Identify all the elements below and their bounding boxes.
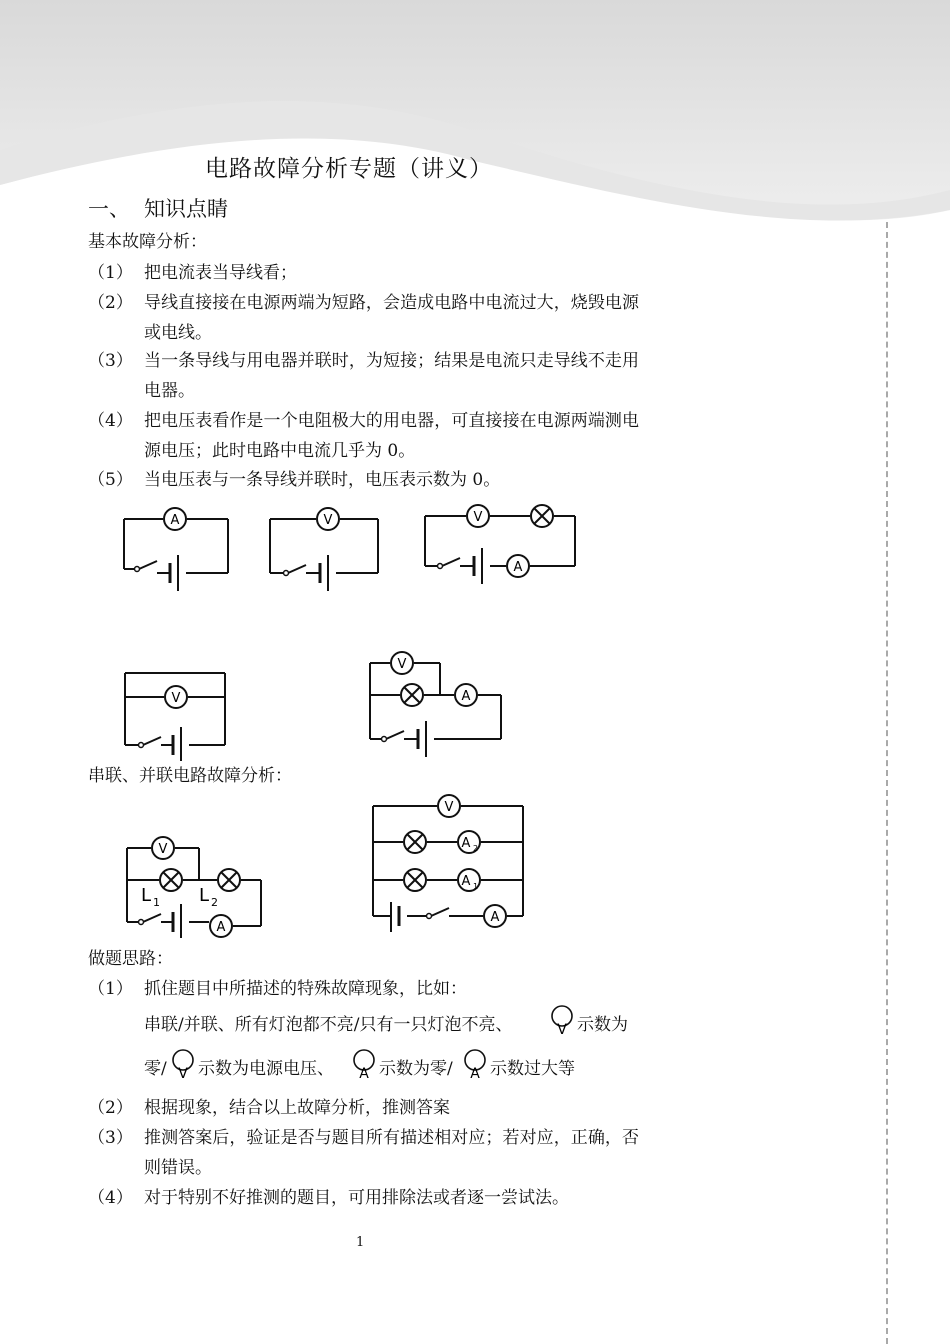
voltmeter-label: V [444, 800, 454, 815]
ammeter-label: A [490, 910, 500, 925]
method-item-text: 根据现象，结合以上故障分析，推测答案 [144, 1098, 450, 1118]
method-item-text: 示数过大等 [490, 1059, 575, 1079]
circuit-ammeter-short [120, 503, 235, 593]
lamp-icon [160, 869, 182, 891]
voltmeter-icon [549, 1004, 577, 1038]
series-heading: 串联、并联电路故障分析： [88, 766, 292, 786]
voltmeter-label: V [171, 691, 181, 706]
basic-item-text: 当电压表与一条导线并联时，电压表示数为 0。 [144, 470, 501, 490]
lamp-icon [401, 684, 423, 706]
method-item-text: 推测答案后，验证是否与题目所有描述相对应；若对应，正确，否则错误。 [144, 1128, 639, 1178]
circuit-series-two-lamps [121, 830, 266, 942]
ammeter-label: A [461, 689, 471, 704]
lamp-icon [218, 869, 240, 891]
svg-text:A: A [470, 1066, 480, 1082]
section-title: 知识点睛 [144, 197, 228, 221]
svg-text:V: V [178, 1066, 188, 1082]
lamp-label-subscript: 2 [211, 896, 218, 909]
method-item-text: 抓住题目中所描述的特殊故障现象，比如： [144, 979, 467, 999]
ammeter-label-subscript: 1 [473, 882, 479, 891]
margin-dashed-line [886, 222, 888, 1344]
circuit-voltmeter-parallel-wire [121, 663, 236, 763]
ammeter-label: A [461, 874, 471, 889]
method-item-number: （2） [88, 1098, 133, 1118]
ammeter-label: A [170, 513, 180, 528]
lamp-icon [404, 869, 426, 891]
method-item-number: （3） [88, 1128, 133, 1148]
basic-item-number: （1） [88, 263, 133, 283]
ammeter-label: A [461, 836, 471, 851]
voltmeter-label: V [473, 510, 483, 525]
circuit-voltmeter-series [420, 498, 585, 593]
method-item-text: 示数为 [577, 1015, 628, 1035]
svg-text:A: A [359, 1066, 369, 1082]
basic-item-text: 导线直接接在电源两端为短路，会造成电路中电流过大，烧毁电源或电线。 [144, 293, 639, 343]
method-item-text: 示数为电源电压、 [198, 1059, 334, 1079]
voltmeter-label: V [323, 513, 333, 528]
basic-item-number: （3） [88, 351, 133, 371]
basic-item-number: （5） [88, 470, 133, 490]
svg-text:V: V [557, 1022, 567, 1038]
lamp-label: L [141, 885, 152, 906]
ammeter-icon [351, 1048, 379, 1082]
circuit-parallel-two-lamps [367, 792, 532, 944]
lamp-label: L [199, 885, 210, 906]
lamp-label-subscript: 1 [153, 896, 160, 909]
lamp-icon [531, 505, 553, 527]
method-item-text: 串联/并联、所有灯泡都不亮/只有一只灯泡不亮、 [144, 1015, 513, 1035]
method-item-text: 对于特别不好推测的题目，可用排除法或者逐一尝试法。 [144, 1188, 569, 1208]
lamp-icon [404, 831, 426, 853]
ammeter-label-subscript: 2 [473, 844, 479, 853]
basic-heading: 基本故障分析： [88, 232, 207, 252]
page-title: 电路故障分析专题（讲义） [205, 156, 493, 182]
page-number: 1 [356, 1235, 365, 1250]
basic-item-number: （4） [88, 411, 133, 431]
method-heading: 做题思路： [88, 949, 173, 969]
ammeter-icon [462, 1048, 490, 1082]
basic-item-number: （2） [88, 293, 133, 313]
method-item-number: （1） [88, 979, 133, 999]
method-item-text: 零/ [144, 1059, 167, 1079]
section-number: 一、 [88, 197, 130, 221]
voltmeter-label: V [158, 842, 168, 857]
voltmeter-icon [170, 1048, 198, 1082]
voltmeter-label: V [397, 657, 407, 672]
basic-item-text: 把电流表当导线看； [144, 263, 297, 283]
header-background [0, 0, 950, 260]
method-item-text: 示数为零/ [379, 1059, 453, 1079]
ammeter-label: A [216, 920, 226, 935]
circuit-voltmeter-source [266, 503, 386, 593]
ammeter-label: A [513, 560, 523, 575]
circuit-voltmeter-parallel-lamp [364, 643, 509, 761]
basic-item-text: 当一条导线与用电器并联时，为短接；结果是电流只走导线不走用电器。 [144, 351, 639, 401]
method-item-number: （4） [88, 1188, 133, 1208]
basic-item-text: 把电压表看作是一个电阻极大的用电器，可直接接在电源两端测电源电压；此时电路中电流几乎为 0。 [144, 411, 639, 461]
